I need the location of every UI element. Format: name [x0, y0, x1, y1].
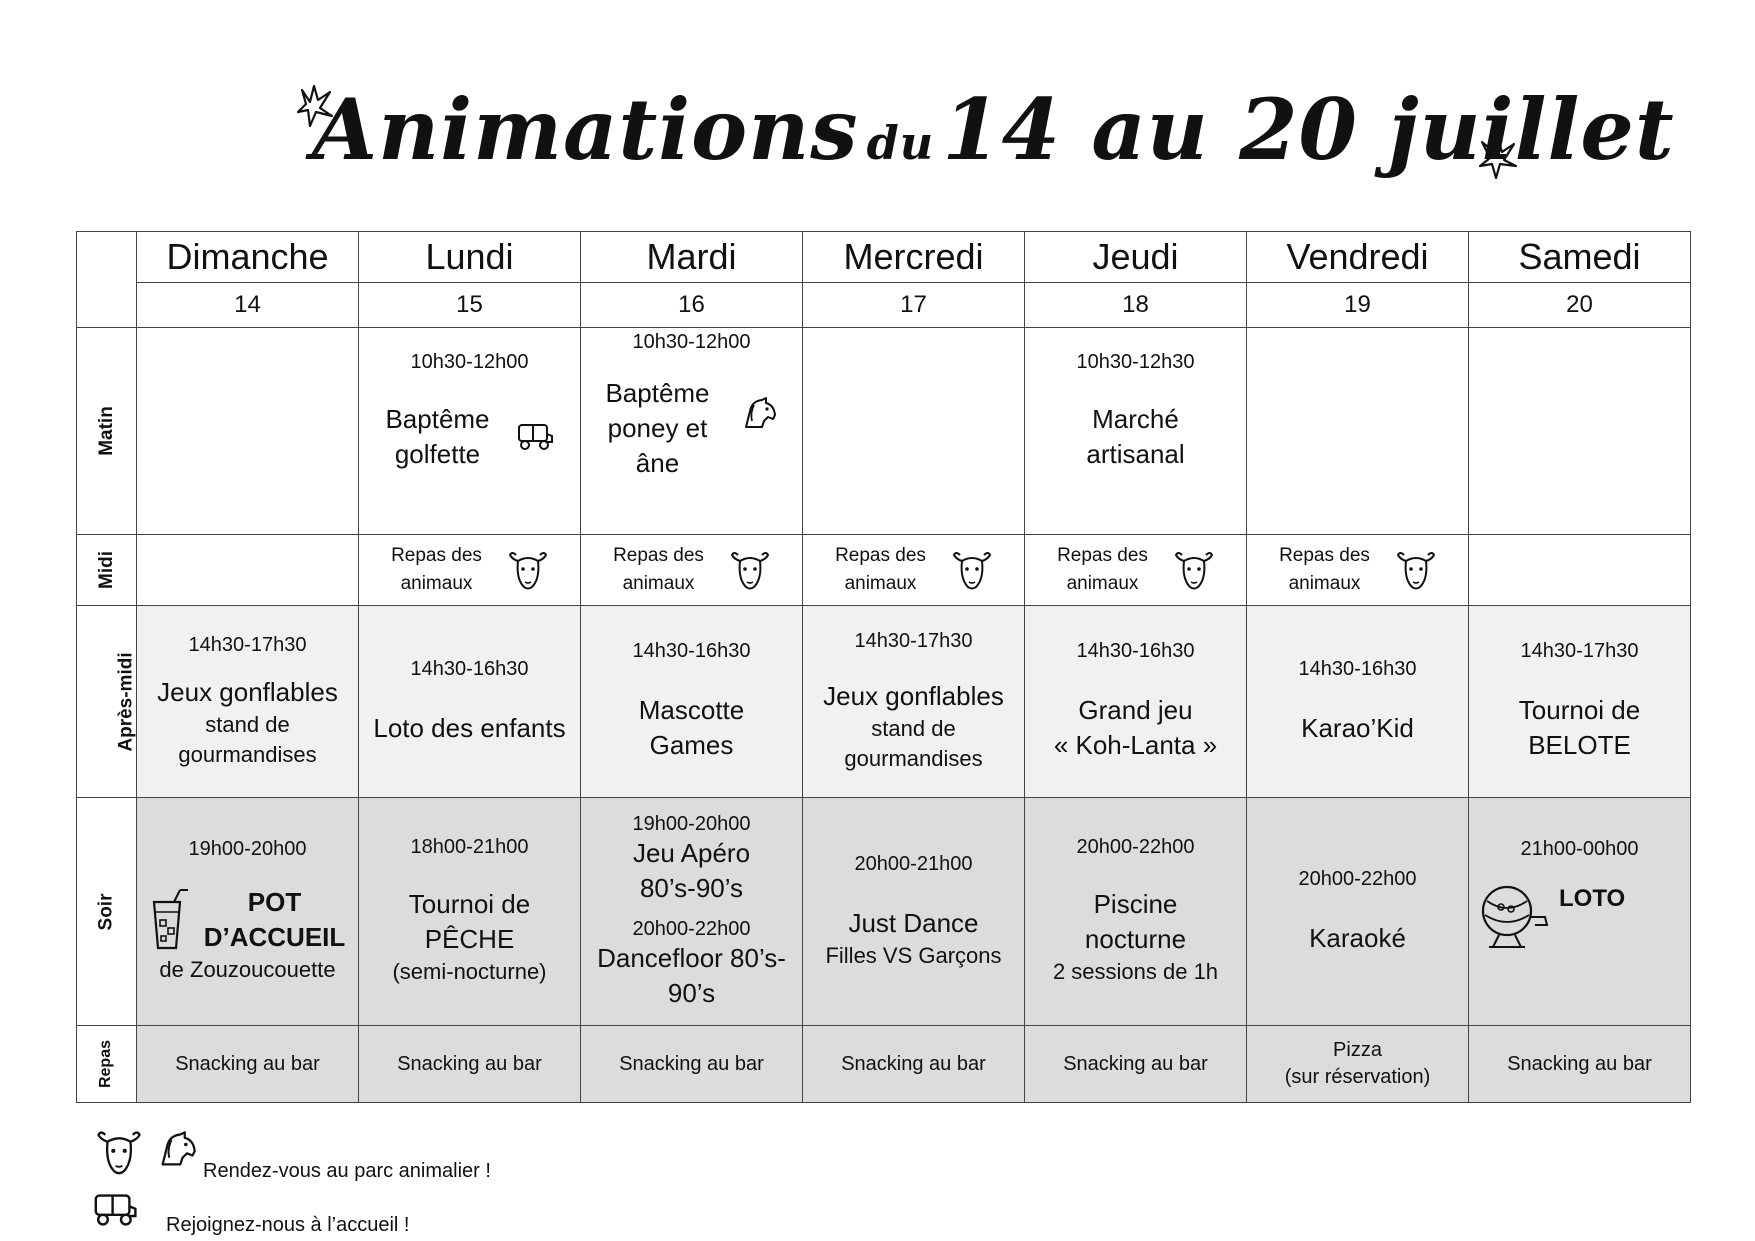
cell-apm-lundi — [359, 606, 581, 798]
day-name: Samedi — [1469, 232, 1691, 283]
activity-detail: de Zouzoucouette — [159, 957, 336, 982]
row-matin — [77, 328, 1691, 535]
time-slot: 10h30-12h30 — [1076, 350, 1195, 373]
activity-name: Repas des — [1279, 545, 1370, 566]
cell-soir-dimanche — [137, 798, 359, 1026]
cell-matin-lundi — [359, 328, 581, 535]
time-slot: 14h30-16h30 — [1298, 657, 1417, 680]
row-label-soir — [77, 798, 137, 1026]
sparkle-icon — [1478, 136, 1518, 180]
activity-name: Jeu Apéro — [632, 837, 751, 868]
activity-name: POT — [247, 887, 302, 917]
title-du: du — [866, 116, 935, 170]
schedule-table — [76, 231, 1691, 1103]
cell-soir-jeudi — [1025, 798, 1247, 1026]
cell-repas-mercredi: Snacking au bar — [803, 1026, 1025, 1103]
horse-icon — [156, 1130, 198, 1170]
activity-name: âne — [635, 448, 680, 478]
activity-name: Repas des — [835, 545, 926, 566]
cell-apm-mardi — [581, 606, 803, 798]
activity-name: LOTO — [1559, 885, 1626, 912]
activity-name: Karao’Kid — [1301, 712, 1414, 743]
day-number: 18 — [1025, 283, 1247, 328]
activity-with-icon — [359, 402, 580, 472]
cell-repas-lundi: Snacking au bar — [359, 1026, 581, 1103]
cell-repas-samedi: Snacking au bar — [1469, 1026, 1691, 1103]
activity-with-icon — [581, 376, 802, 481]
goat-icon — [508, 549, 548, 591]
lottery-drum-icon — [1477, 881, 1553, 951]
day-number: 17 — [803, 283, 1025, 328]
row-label-repas — [77, 1026, 137, 1103]
activity-with-icon — [803, 542, 1024, 598]
goat-icon — [96, 1128, 142, 1176]
day-name: Mardi — [581, 232, 803, 283]
legend-animals-text: Rendez-vous au parc animalier ! — [203, 1160, 491, 1182]
day-name: Jeudi — [1025, 232, 1247, 283]
activity-with-icon — [137, 885, 358, 955]
activity-name: Mascotte — [638, 695, 745, 725]
activity-detail: (semi-nocturne) — [392, 959, 547, 984]
activity-name: animaux — [1066, 573, 1139, 594]
day-name: Mercredi — [803, 232, 1025, 283]
goat-icon — [952, 549, 992, 591]
golf-cart-icon — [92, 1192, 138, 1228]
cell-midi-jeudi — [1025, 535, 1247, 606]
row-midi — [77, 535, 1691, 606]
activity-name: Loto des enfants — [373, 712, 566, 743]
activity-detail: gourmandises — [844, 745, 983, 771]
activity-name: Repas des — [613, 545, 704, 566]
activity-detail: 2 sessions de 1h — [1052, 959, 1219, 984]
cell-apm-samedi — [1469, 606, 1691, 798]
activity-name: animaux — [1288, 573, 1361, 594]
activity-with-icon — [1469, 881, 1690, 951]
cell-repas-jeudi: Snacking au bar — [1025, 1026, 1247, 1103]
time-slot: 19h00-20h00 — [188, 838, 307, 860]
activity-detail: stand de — [205, 711, 290, 737]
activity-name: Tournoi de — [408, 889, 531, 919]
activity-name: 90’s — [667, 977, 716, 1008]
day-name: Vendredi — [1247, 232, 1469, 283]
day-number-row — [77, 283, 1691, 328]
cell-repas-vendredi — [1247, 1026, 1469, 1103]
row-label-matin — [77, 328, 137, 535]
cell-soir-vendredi — [1247, 798, 1469, 1026]
day-number: 20 — [1469, 283, 1691, 328]
row-label-text: Repas — [97, 1039, 115, 1089]
cell-soir-samedi — [1469, 798, 1691, 1026]
title-area — [300, 80, 1675, 200]
day-number: 15 — [359, 283, 581, 328]
drink-icon — [150, 888, 190, 952]
activity-name: poney et — [607, 413, 708, 443]
activity-name: golfette — [394, 438, 481, 469]
time-slot: 20h00-21h00 — [854, 852, 973, 875]
row-label-text: Midi — [95, 551, 117, 589]
time-slot: 14h30-16h30 — [632, 640, 751, 662]
row-label-text: Après-midi — [115, 651, 137, 752]
activity-name: Repas des — [391, 545, 482, 566]
title-dates: 14 au 20 juillet — [942, 80, 1675, 179]
time-slot: 14h30-17h30 — [1520, 640, 1639, 662]
cell-apm-vendredi — [1247, 606, 1469, 798]
cell-repas-mardi: Snacking au bar — [581, 1026, 803, 1103]
cell-soir-mercredi — [803, 798, 1025, 1026]
cell-soir-mardi — [581, 798, 803, 1026]
cell-apm-dimanche — [137, 606, 359, 798]
activity-name: Baptême — [385, 403, 490, 434]
cell-matin-samedi — [1469, 328, 1691, 535]
time-slot: 19h00-20h00 — [632, 812, 751, 835]
activity-with-icon — [1025, 542, 1246, 598]
time-slot: 20h00-22h00 — [632, 917, 751, 940]
cell-matin-jeudi — [1025, 328, 1247, 535]
time-slot: 14h30-17h30 — [188, 633, 307, 656]
title-animations: Animations — [312, 80, 859, 179]
time-slot: 20h00-22h00 — [1076, 836, 1195, 858]
meal-text: Pizza — [1333, 1039, 1382, 1061]
legend-cart-text: Rejoignez-nous à l’accueil ! — [166, 1214, 410, 1236]
activity-name: artisanal — [1086, 438, 1185, 469]
cell-matin-mardi — [581, 328, 803, 535]
activity-name: Tournoi de — [1518, 695, 1641, 725]
activity-name: Repas des — [1057, 545, 1148, 566]
row-label-text: Soir — [95, 893, 117, 930]
time-slot: 14h30-17h30 — [854, 629, 973, 652]
activity-name: Jeux gonflables — [157, 676, 338, 707]
activity-name: D’ACCUEIL — [203, 922, 346, 952]
goat-icon — [730, 549, 770, 591]
time-slot: 10h30-12h00 — [410, 350, 529, 373]
activity-name: animaux — [844, 573, 917, 594]
day-number: 14 — [137, 283, 359, 328]
cell-matin-vendredi — [1247, 328, 1469, 535]
cell-midi-vendredi — [1247, 535, 1469, 606]
day-name: Dimanche — [137, 232, 359, 283]
activity-name: nocturne — [1084, 924, 1187, 954]
row-repas — [77, 1026, 1691, 1103]
cell-midi-samedi — [1469, 535, 1691, 606]
cell-midi-lundi — [359, 535, 581, 606]
activity-with-icon — [1247, 542, 1468, 598]
cell-midi-mercredi — [803, 535, 1025, 606]
cell-apm-mercredi — [803, 606, 1025, 798]
time-slot: 10h30-12h00 — [632, 331, 751, 353]
activity-name: Dancefloor 80’s- — [597, 942, 786, 973]
activity-name: 80’s-90’s — [639, 872, 744, 903]
cell-soir-lundi — [359, 798, 581, 1026]
cell-matin-mercredi — [803, 328, 1025, 535]
time-slot: 14h30-16h30 — [1076, 640, 1195, 662]
cell-midi-dimanche — [137, 535, 359, 606]
activity-name: Baptême — [605, 378, 710, 408]
activity-name: Jeux gonflables — [823, 680, 1004, 711]
page-title — [312, 80, 1675, 179]
activity-with-icon — [581, 542, 802, 598]
row-label-midi — [77, 535, 137, 606]
activity-name: animaux — [622, 573, 695, 594]
day-name: Lundi — [359, 232, 581, 283]
cell-midi-mardi — [581, 535, 803, 606]
activity-with-icon — [359, 542, 580, 598]
row-label-text: Matin — [95, 406, 117, 456]
activity-name: PÊCHE — [424, 924, 515, 954]
activity-name: Games — [649, 730, 734, 760]
activity-detail: gourmandises — [178, 741, 317, 767]
day-number: 19 — [1247, 283, 1469, 328]
time-slot: 18h00-21h00 — [410, 836, 529, 858]
day-name-row — [77, 232, 1691, 283]
activity-detail: Filles VS Garçons — [825, 942, 1002, 968]
activity-name: animaux — [400, 573, 473, 594]
activity-name: « Koh-Lanta » — [1053, 730, 1218, 760]
time-slot: 20h00-22h00 — [1298, 867, 1417, 890]
row-soir — [77, 798, 1691, 1026]
golf-cart-icon — [516, 422, 554, 452]
horse-icon — [740, 397, 778, 431]
meal-note: (sur réservation) — [1284, 1066, 1431, 1088]
time-slot: 21h00-00h00 — [1520, 838, 1639, 860]
activity-name: Piscine — [1093, 889, 1178, 919]
activity-detail: stand de — [871, 715, 956, 741]
activity-name: Just Dance — [848, 907, 979, 938]
goat-icon — [1396, 549, 1436, 591]
row-apres-midi — [77, 606, 1691, 798]
cell-repas-dimanche: Snacking au bar — [137, 1026, 359, 1103]
time-slot: 14h30-16h30 — [410, 657, 529, 680]
goat-icon — [1174, 549, 1214, 591]
cell-matin-dimanche — [137, 328, 359, 535]
row-label-apres-midi — [77, 606, 137, 798]
activity-name: BELOTE — [1528, 730, 1631, 760]
day-number: 16 — [581, 283, 803, 328]
activity-name: Grand jeu — [1078, 695, 1193, 725]
cell-apm-jeudi — [1025, 606, 1247, 798]
corner-cell — [77, 232, 137, 328]
activity-name: Marché — [1092, 403, 1179, 434]
activity-name: Karaoké — [1309, 922, 1406, 953]
